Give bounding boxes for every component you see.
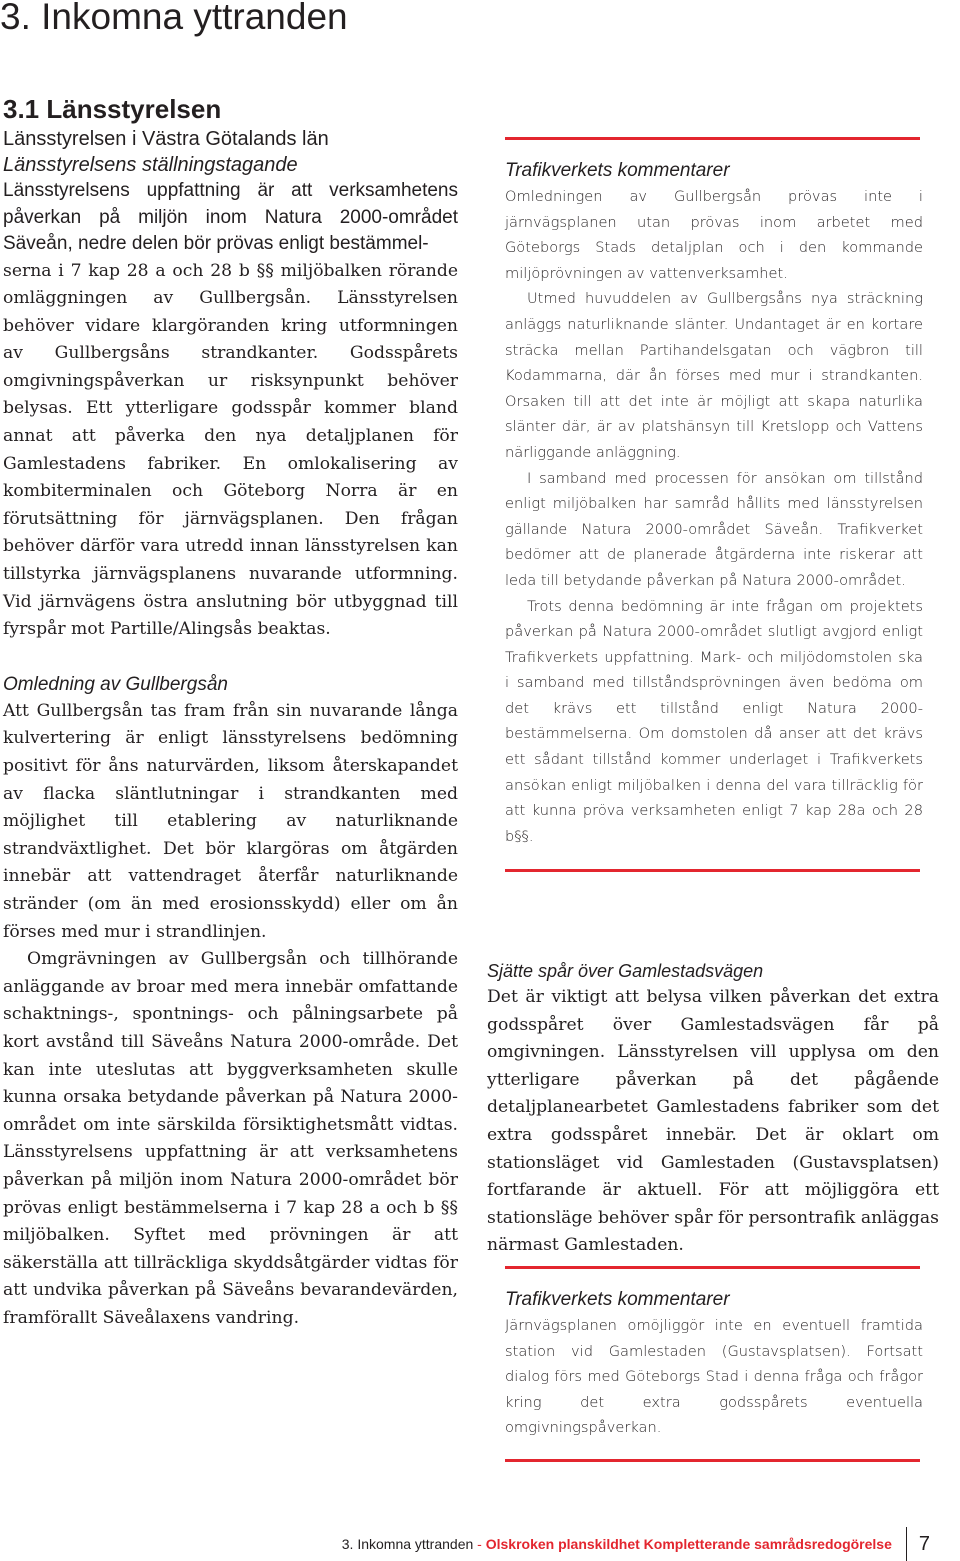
comment-paragraph: Järnvägsplanen omöjliggör inte en eventuell framtida station vid Gamlestaden (Gustavsplatsen). Fortsatt dialog förs med Göteborgs Stad i denna fråga och frågor kring det extra godsspårets eventuella omgivningspåverkan.	[505, 1317, 923, 1437]
footer-chapter: 3. Inkomna yttranden	[341, 1536, 474, 1552]
chapter-title: 3. Inkomna yttranden	[0, 0, 348, 37]
body-paragraph-1: serna i 7 kap 28 a och 28 b §§ miljöbalken rörande omläggningen av Gullbergsån. Länsstyrelsen behöver vidare klargöranden kring utformningen av Gullbergsåns strandkanter. Godsspårets omgivningspåverkan ur risksynpunkt behöver belysas. Ett ytterligare godsspår kommer bland annat att påverka den nya detaljplanen för Gamlestadens fabriker. En omlokalisering av kombiterminalen och Göteborg Norra är en förutsättning för järnvägsplanen. Den frågan behöver därför vara utredd innan länsstyrelsen kan tillstyrka järnvägsplanens nuvarande utformning. Vid järnvägens östra anslutning bör utbyggnad till fyrspår mot Partille/Alingsås beaktas.	[3, 260, 458, 640]
comment-box-1	[505, 137, 923, 872]
left-column	[3, 92, 458, 1332]
footer-document-title: Olskroken planskildhet Kompletterande samrådsredogörelse	[485, 1536, 892, 1552]
comment-box-title: Trafikverkets kommentarer	[505, 160, 730, 181]
comment-paragraph: Omledningen av Gullbergsån prövas inte i järnvägsplanen utan prövas inom arbetet med Göteborgs Stads detaljplan och i den kommande miljöprövningen av vattenverksamhet.	[505, 188, 923, 282]
authority-name: Länsstyrelsen i Västra Götalands län	[3, 128, 329, 150]
page-number: 7	[918, 1532, 930, 1555]
footer-dash: -	[473, 1536, 486, 1552]
red-rule	[505, 1459, 920, 1462]
comment-box-2	[505, 1266, 923, 1462]
body-paragraph-3: Omgrävningen av Gullbergsån och tillhörande anläggande av broar med mera innebär omfattande schaktnings-, spontnings- och pålningsarbete på kort avstånd till Säveåns Natura 2000-område. Det kan inte uteslutas att byggverksamheten skulle kunna orsaka betydande påverkan på Natura 2000-området om inte särskilda försiktighetsmått vidtas. Länsstyrelsens uppfattning är att verksamhetens påverkan på miljön inom Natura 2000-området bör prövas enligt bestämmelserna i 7 kap 28 a och b §§ miljöbalken. Syftet med prövningen är att säkerställa att tillräckliga skyddsåtgärder vidtas för att undvika påverkan på Säveåns bevarandevärden, framförallt Säveålaxens vandring.	[3, 949, 458, 1328]
comment-paragraph: Trots denna bedömning är inte frågan om projektets påverkan på Natura 2000-området slutligt avgjord enligt Trafikverkets uppfattning. Mark- och miljödomstolen ska i samband med tillståndsprövningen även bedöma om det krävs ett tillstånd enligt Natura 2000-bestämmelserna. Om domstolen då anser att det krävs ett sådant tillstånd kommer underlaget i Trafikverkets ansökan enligt miljöbalken i denna del vara tillräcklig för att kunna pröva verksamheten enligt 7 kap 28a och 28 b§§.	[505, 597, 923, 845]
comment-box-title: Trafikverkets kommentarer	[505, 1289, 730, 1310]
position-label: Länsstyrelsens ställningstagande	[3, 154, 298, 176]
side-section-body: Det är viktigt att belysa vilken påverkan det extra godsspåret över Gamlestadsvägen får på omgivningen. Länsstyrelsen vill upplysa om den ytterligare påverkan på det pågående detaljplanearbetet Gamlestadens fabriker som det extra godsspåret innebär. Det är oklart om stationsläget vid Gamlestaden (Gustavsplatsen) fortfarande är aktuell. För att möjliggöra ett stationsläge behöver spår för persontrafik anläggas närmast Gamlestaden.	[487, 987, 939, 1256]
comment-paragraph: Utmed huvuddelen av Gullbergsåns nya sträckning anläggs naturliknande slänter. Undantaget är en kortare sträcka mellan Partihandelsgatan och vägbron till Kodammarna, där ån förses med mur i strandkanten. Orsaken till att det inte är möjligt att skapa naturlika slänter där, är av platshänsyn till Kretslopp och Vattens närliggande anläggning.	[505, 290, 923, 461]
comment-paragraph: I samband med processen för ansökan om tillstånd enligt miljöbalken har samråd hållits med länsstyrelsen gällande Natura 2000-området Säveån. Trafikverket bedömer att de planerade åtgärderna inte riskerar att leda till betydande påverkan på Natura 2000-området.	[505, 469, 923, 589]
body-paragraph-2: Att Gullbergsån tas fram från sin nuvarande långa kulvertering är enligt länsstyrelsens bedömning positivt för åns naturvärden, liksom återskapandet av flacka släntlutningar i strandkanten med möjlighet till etablering av naturliknande strandväxtlighet. Det bör klargöras om åtgärden innebär att vattendraget återfår naturliknande stränder (om än med erosionsskydd) eller om ån förses med mur i strandlinjen.	[3, 700, 458, 942]
red-rule	[505, 869, 920, 872]
lead-paragraph: Länsstyrelsens uppfattning är att verksamhetens påverkan på miljön inom Natura 2000-området Säveån, nedre delen bör prövas enligt bestämmel-	[3, 180, 458, 254]
sub-heading-sjatte-spar: Sjätte spår över Gamlestadsvägen	[487, 961, 764, 981]
sub-heading-omledning: Omledning av Gullbergsån	[3, 673, 228, 695]
side-section	[487, 958, 939, 1260]
section-heading: 3.1 Länsstyrelsen	[3, 94, 222, 124]
